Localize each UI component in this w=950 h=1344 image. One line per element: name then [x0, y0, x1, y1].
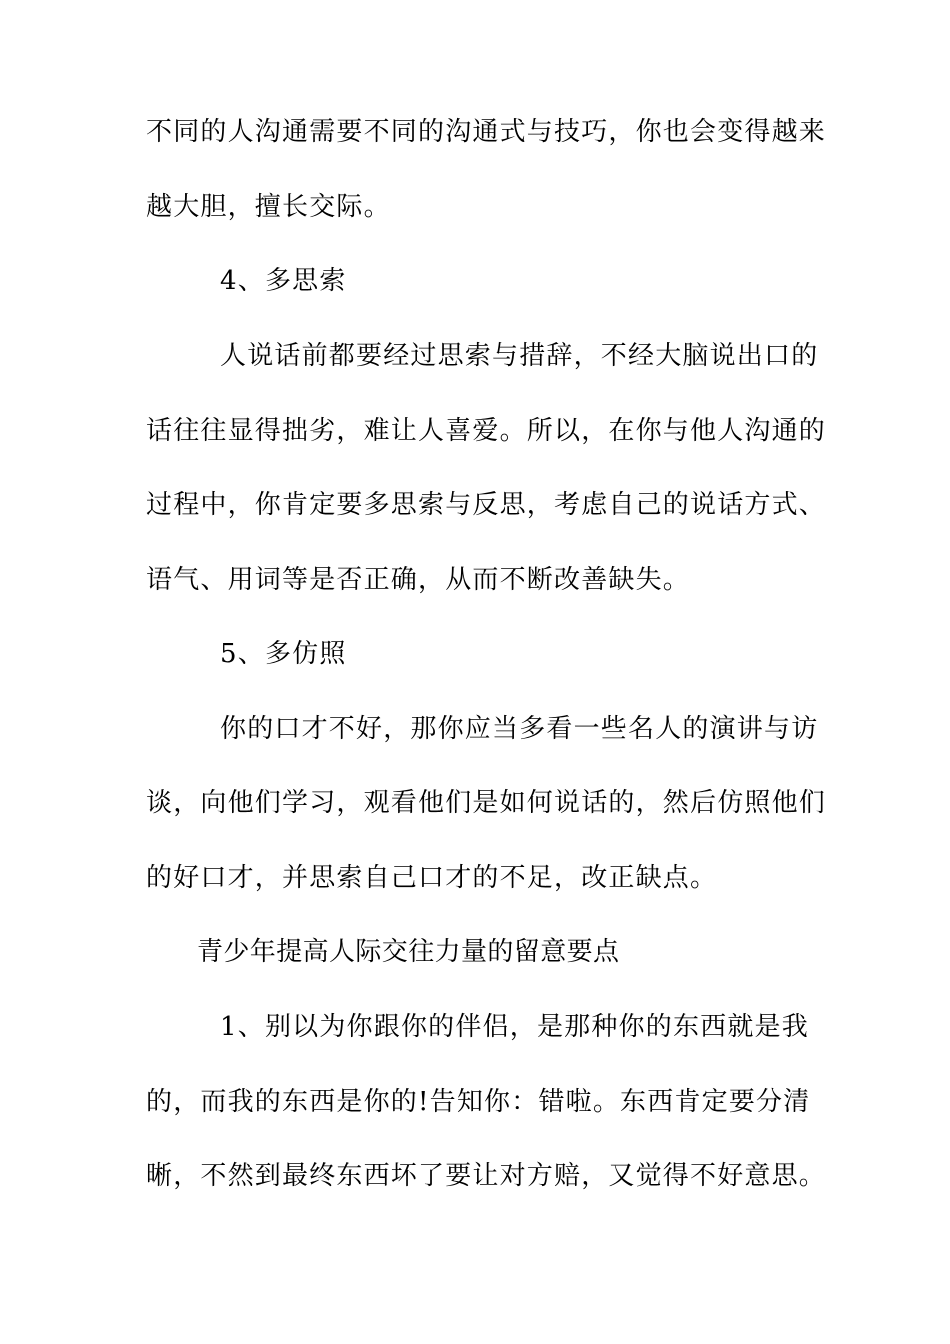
paragraph-line: 人说话前都要经过思索与措辞，不经大脑说出口的: [220, 341, 819, 371]
paragraph-line: 越大胆，擅长交际。: [146, 192, 391, 222]
paragraph-line: 的，而我的东西是你的!告知你：错啦。东西肯定要分清: [146, 1087, 811, 1117]
section-heading: 5、多仿照: [220, 639, 347, 669]
section-title: 青少年提高人际交往力量的留意要点: [197, 937, 620, 967]
section-heading: 4、多思索: [220, 266, 347, 296]
paragraph-line: 的好口才，并思索自己口才的不足，改正缺点。: [146, 863, 718, 893]
paragraph-line: 语气、用词等是否正确，从而不断改善缺失。: [146, 565, 691, 595]
paragraph-line: 不同的人沟通需要不同的沟通式与技巧，你也会变得越来: [146, 117, 827, 147]
paragraph-line: 1、别以为你跟你的伴侣，是那种你的东西就是我: [220, 1012, 809, 1042]
paragraph-line: 过程中，你肯定要多思索与反思，考虑自己的说话方式、: [146, 490, 827, 520]
paragraph-line: 谈，向他们学习，观看他们是如何说话的，然后仿照他们: [146, 788, 827, 818]
paragraph-line: 你的口才不好，那你应当多看一些名人的演讲与访: [220, 714, 819, 744]
paragraph-line: 晰，不然到最终东西坏了要让对方赔，又觉得不好意思。: [146, 1161, 827, 1191]
paragraph-line: 话往往显得拙劣，难让人喜爱。所以，在你与他人沟通的: [146, 416, 827, 446]
